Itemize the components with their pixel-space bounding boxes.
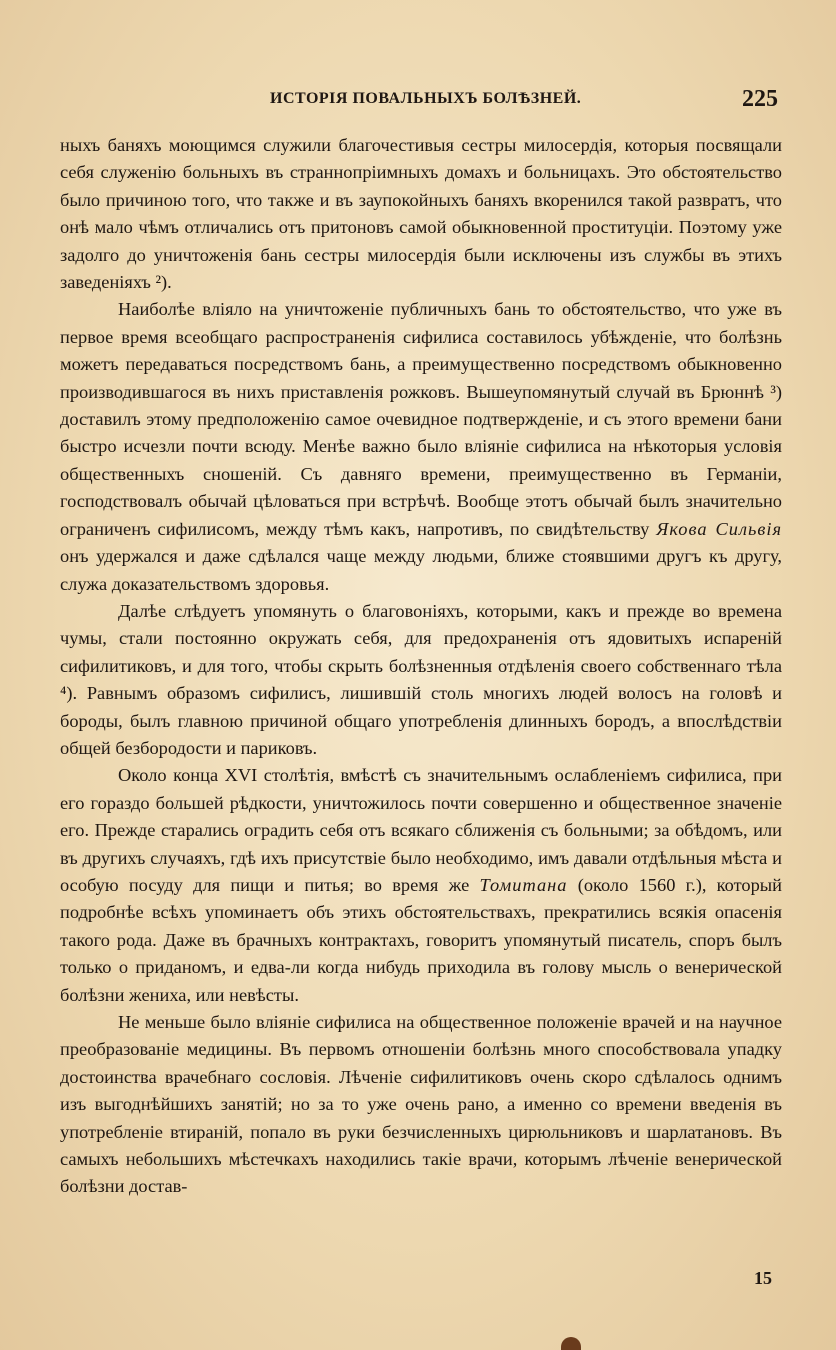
paragraph: [60, 1009, 782, 1201]
text-run: Не меньше было вліяніе сифилиса на общественное положеніе врачей и на научное преобразованіе медицины. Въ первомъ отношеніи болѣзнь много способствовала упадку достоинства врачебнаго сословія. Лѣченіе сифилитиковъ очень скоро сдѣлалось однимъ изъ выгоднѣйшихъ занятій; но за то уже очень рано, а именно со времени введенія въ употребленіе втираній, попало въ руки безчисленныхъ цирюльниковъ и шарлатановъ. Въ самыхъ небольшихъ мѣстечкахъ находились такіе врачи, которымъ лѣченіе венерической болѣзни достав-: [60, 1012, 782, 1197]
paper-stain: [561, 1337, 581, 1350]
text-run: Около конца XVI столѣтія, вмѣстѣ съ значительнымъ ослабленіемъ сифилиса, при его гораздо большей рѣдкости, уничтожилось почти совершенно и общественное значеніе его. Прежде старались оградить себя отъ всякаго сближенія съ больными; за обѣдомъ, или въ другихъ случаяхъ, гдѣ ихъ присутствіе было необходимо, имъ давали отдѣльныя мѣста и особую посуду для пищи и питья; во время же: [60, 765, 782, 895]
page-header: [60, 86, 778, 116]
text-run: ныхъ баняхъ моющимся служили благочестивыя сестры милосердія, которыя посвящали себя служенію больныхъ въ страннопріимныхъ домахъ и больницахъ. Это обстоятельство было причиною того, что также и въ заупокойныхъ баняхъ вкоренился такой развратъ, что онѣ мало чѣмъ отличались отъ притоновъ самой обыкновенной проституціи. Поэтому уже задолго до уничтоженія бань сестры милосердія были исключены изъ службы въ этихъ заведеніяхъ ²).: [60, 135, 782, 293]
paragraph: [60, 762, 782, 1009]
page-number: 225: [742, 86, 778, 112]
paragraph: [60, 296, 782, 597]
running-title: ИСТОРІЯ ПОВАЛЬНЫХЪ БОЛѢЗНЕЙ.: [270, 90, 582, 107]
text-run: онъ удержался и даже сдѣлался чаще между людьми, ближе стоявшими другъ къ другу, служа доказательствомъ здоровья.: [60, 546, 782, 594]
text-run: Наиболѣе вліяло на уничтоженіе публичныхъ бань то обстоятельство, что уже въ первое время всеобщаго распространенія сифилиса составилось убѣжденіе, что болѣзнь можетъ передаваться посредствомъ бань, а преимущественно посредствомъ обыкновенно производившагося въ нихъ приставленія рожковъ. Вышеупомянутый случай въ Брюннѣ ³) доставилъ этому предположенію самое очевидное подтвержденіе, и съ этого времени бани быстро исчезли почти всюду. Менѣе важно было вліяніе сифилиса на нѣкоторыя условія общественныхъ сношеній. Съ давняго времени, преимущественно въ Германіи, господствовалъ обычай цѣловаться при встрѣчѣ. Вообще этотъ обычай былъ значительно ограниченъ сифилисомъ, между тѣмъ какъ, напротивъ, по свидѣтельству: [60, 299, 782, 539]
text-run: Далѣе слѣдуетъ упомянуть о благовоніяхъ, которыми, какъ и прежде во времена чумы, стали постоянно окружать себя, для предохраненія отъ ядовитыхъ испареній сифилитиковъ, и для того, чтобы скрыть болѣзненныя отдѣленія своего собственнаго тѣла ⁴). Равнымъ образомъ сифилисъ, лишившій столь многихъ людей волосъ на головѣ и бороды, былъ главною причиной общаго употребленія длинныхъ бородъ, а впослѣдствіи общей безбородости и париковъ.: [60, 600, 782, 758]
paragraph: [60, 598, 782, 762]
person-name: Томитана: [479, 874, 568, 895]
text-run: (около 1560 г.), который подробнѣе всѣхъ упоминаетъ объ этихъ обстоятельствахъ, прекратились всякія опасенія такого рода. Даже въ брачныхъ контрактахъ, говоритъ упомянутый писатель, споръ былъ только о приданомъ, и едва-ли когда нибудь приходила въ голову мысль о венерической болѣзни жениха, или невѣсты.: [60, 874, 782, 1005]
body-text: [60, 132, 782, 1201]
signature-number: 15: [754, 1268, 772, 1288]
paragraph: [60, 132, 782, 296]
person-name: Якова Сильвія: [656, 518, 782, 539]
